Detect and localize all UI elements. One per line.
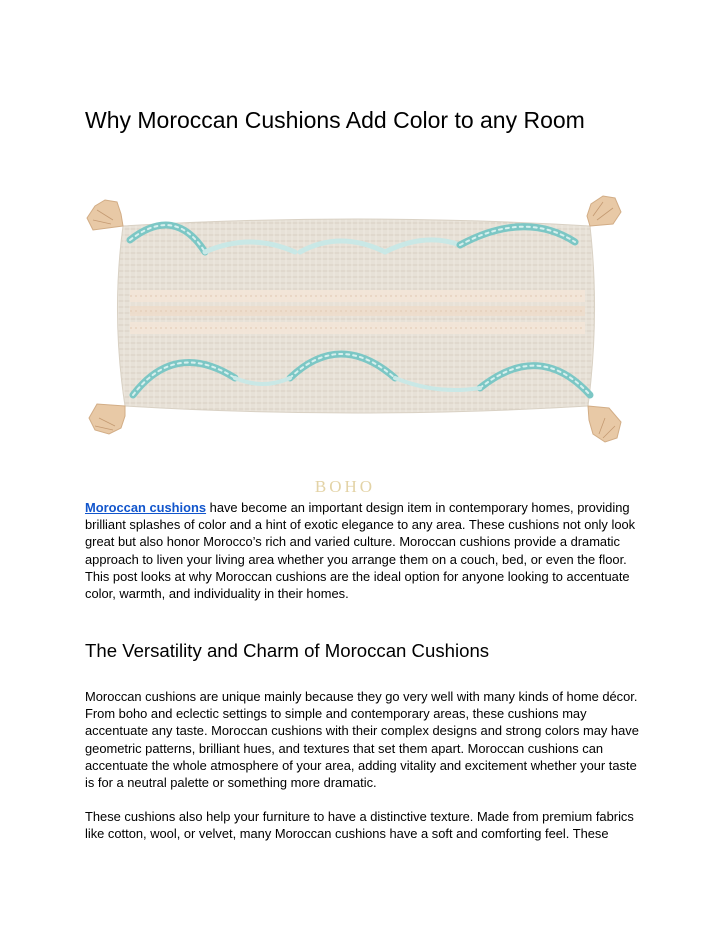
- intro-paragraph: [85, 499, 640, 602]
- section-paragraph-2: These cushions also help your furniture to have a distinctive texture. Made from premium fabrics like cotton, wool, or velvet, many Moroccan cushions have a soft and comforting feel. These: [85, 809, 634, 842]
- tassel-bottom-left: [89, 404, 125, 434]
- tassel-top-right: [587, 196, 621, 226]
- page-title: Why Moroccan Cushions Add Color to any Room: [85, 107, 585, 133]
- fringe-bands: [130, 290, 585, 334]
- moroccan-cushions-link[interactable]: Moroccan cushions: [85, 500, 207, 515]
- section-paragraph-1: Moroccan cushions are unique mainly because they go very well with many kinds of home décor. From boho and eclectic settings to simple and contemporary areas, these cushions may accentuate any taste. Moroccan cushions with their complex designs and strong colors may have geometric patterns, brilliant hues, and textures that set them apart. Moroccan cushions can accentuate the whole atmosphere of your area, adding vitality and excitement whether your taste is for a neutral palette or something more dramatic.: [85, 689, 639, 791]
- brand-watermark: BOHO: [314, 477, 376, 496]
- intro-text: have become an important design item in contemporary homes, providing brilliant splashes of color and a hint of exotic elegance to any area. These cushions not only look great but also honor Morocco’s rich and varied culture. Moroccan cushions provide a dramatic approach to liven your living area whether you arrange them on a couch, bed, or even the floor. This post looks at why Moroccan cushions are the ideal option for anyone looking to accentuate color, warmth, and individuality in their homes.: [85, 500, 636, 602]
- cushion-image: [85, 190, 623, 500]
- section-heading: The Versatility and Charm of Moroccan Cushions: [85, 640, 490, 661]
- cushion-illustration: [85, 190, 623, 500]
